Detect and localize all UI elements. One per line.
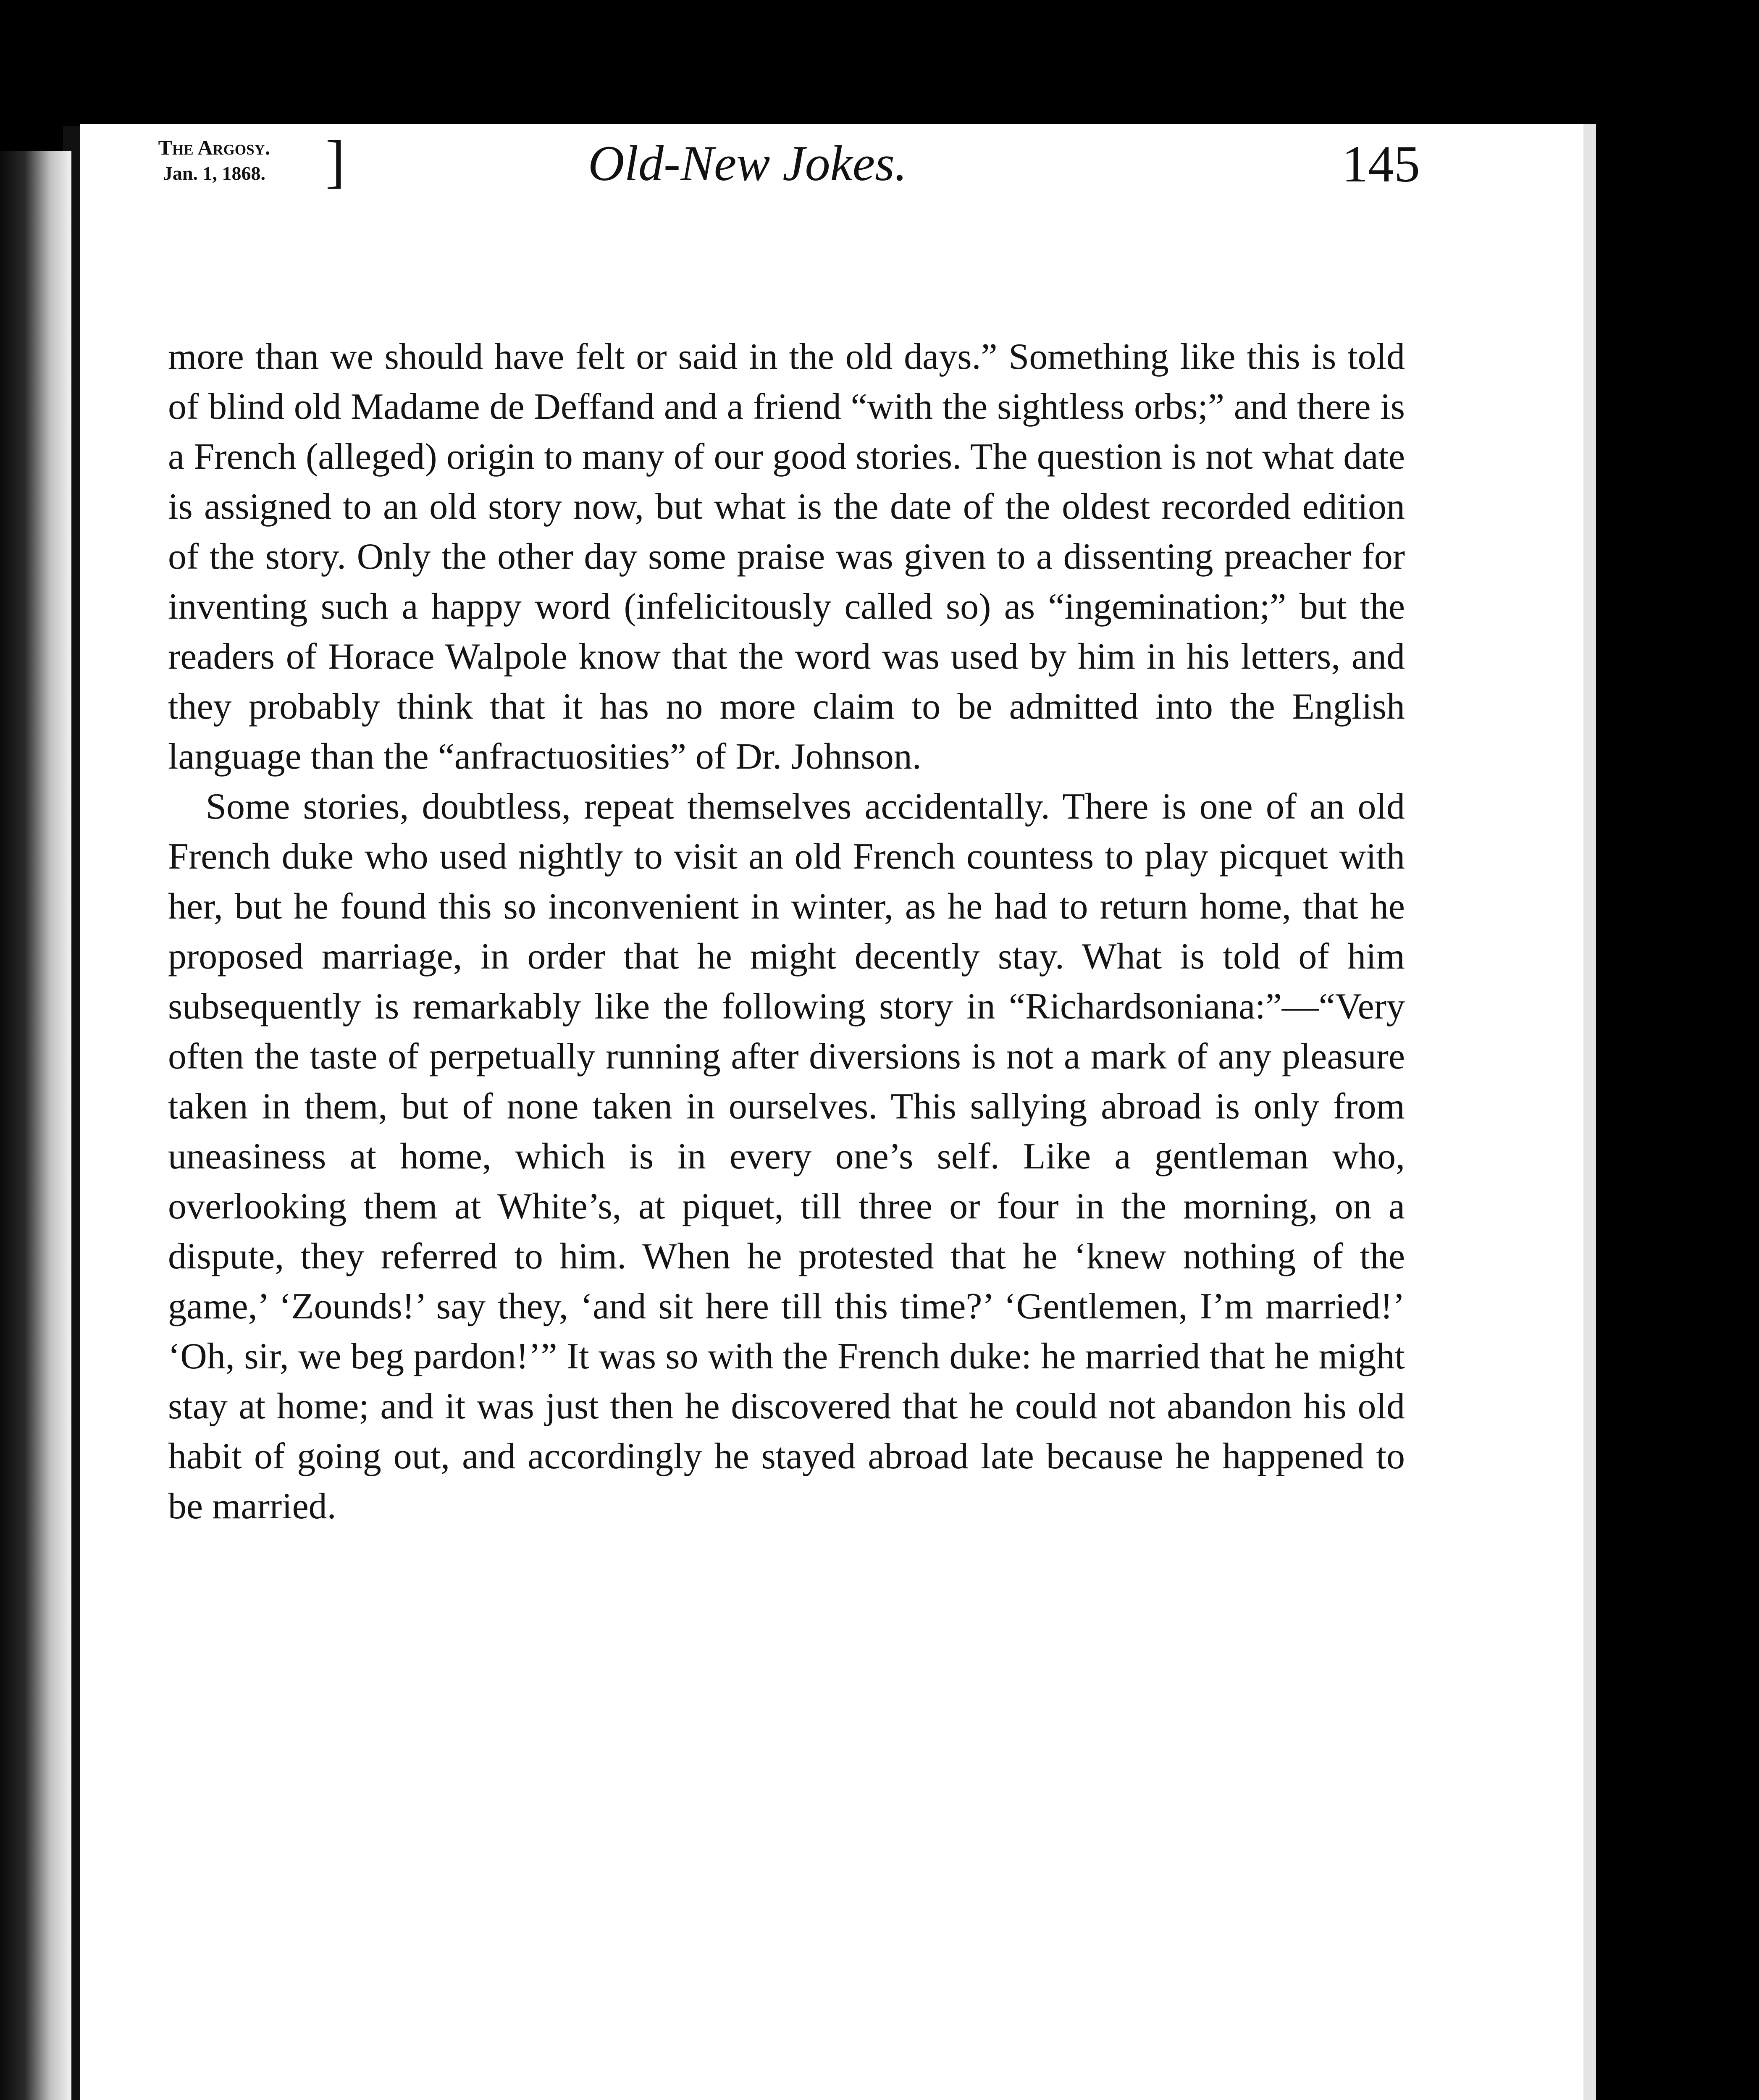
page-edge	[1583, 124, 1596, 2100]
paragraph: Some stories, doubtless, repeat themselves accidentally. There is one of an old French duke who used nightly to visit an old French countess to play picquet with her, but he found this so inconvenient in winter, as he had to return home, that he proposed marriage, in order that he might decently stay. What is told of him subsequently is remarkably like the following story in “Richardsoniana:”—“Very often the taste of perpetually running after diversions is not a mark of any pleasure taken in them, but of none taken in ourselves. This sallying abroad is only from uneasiness at home, which is in every one’s self. Like a gentleman who, overlooking them at White’s, at piquet, till three or four in the morning, on a dispute, they referred to him. When he protested that he ‘knew nothing of the game,’ ‘Zounds!’ say they, ‘and sit here till this time?’ ‘Gentlemen, I’m married!’ ‘Oh, sir, we beg pardon!’” It was so with the French duke: he married that he might stay at home; and it was just then he discovered that he could not abandon his old habit of going out, and accordingly he stayed abroad late because he happened to be married.	[168, 786, 1405, 1527]
running-head-publication: The Argosy.	[158, 136, 270, 159]
running-head	[105, 134, 323, 186]
running-head-bracket: ]	[326, 129, 345, 194]
paragraph: more than we should have felt or said in the old days.” Something like this is told of blind old Madame de Deffand and a friend “with the sightless orbs;” and there is a French (alleged) origin to many of our good stories. The question is not what date is assigned to an old story now, but what is the date of the oldest recorded edition of the story. Only the other day some praise was given to a dissenting preacher for inventing such a happy word (infelicitously called so) as “ingemination;” but the readers of Horace Walpole know that the word was used by him in his letters, and they probably think that it has no more claim to be admitted into the English language than the “anfractuosities” of Dr. Johnson.	[168, 336, 1405, 777]
floral-tailpiece-ornament-icon	[601, 2096, 962, 2100]
page-header	[105, 126, 1420, 210]
running-head-date: Jan. 1, 1868.	[163, 163, 266, 184]
page-number: 145	[1342, 135, 1420, 193]
article-body	[168, 332, 1405, 1531]
page-title: Old-New Jokes.	[588, 135, 907, 191]
book-gutter	[0, 151, 71, 2100]
